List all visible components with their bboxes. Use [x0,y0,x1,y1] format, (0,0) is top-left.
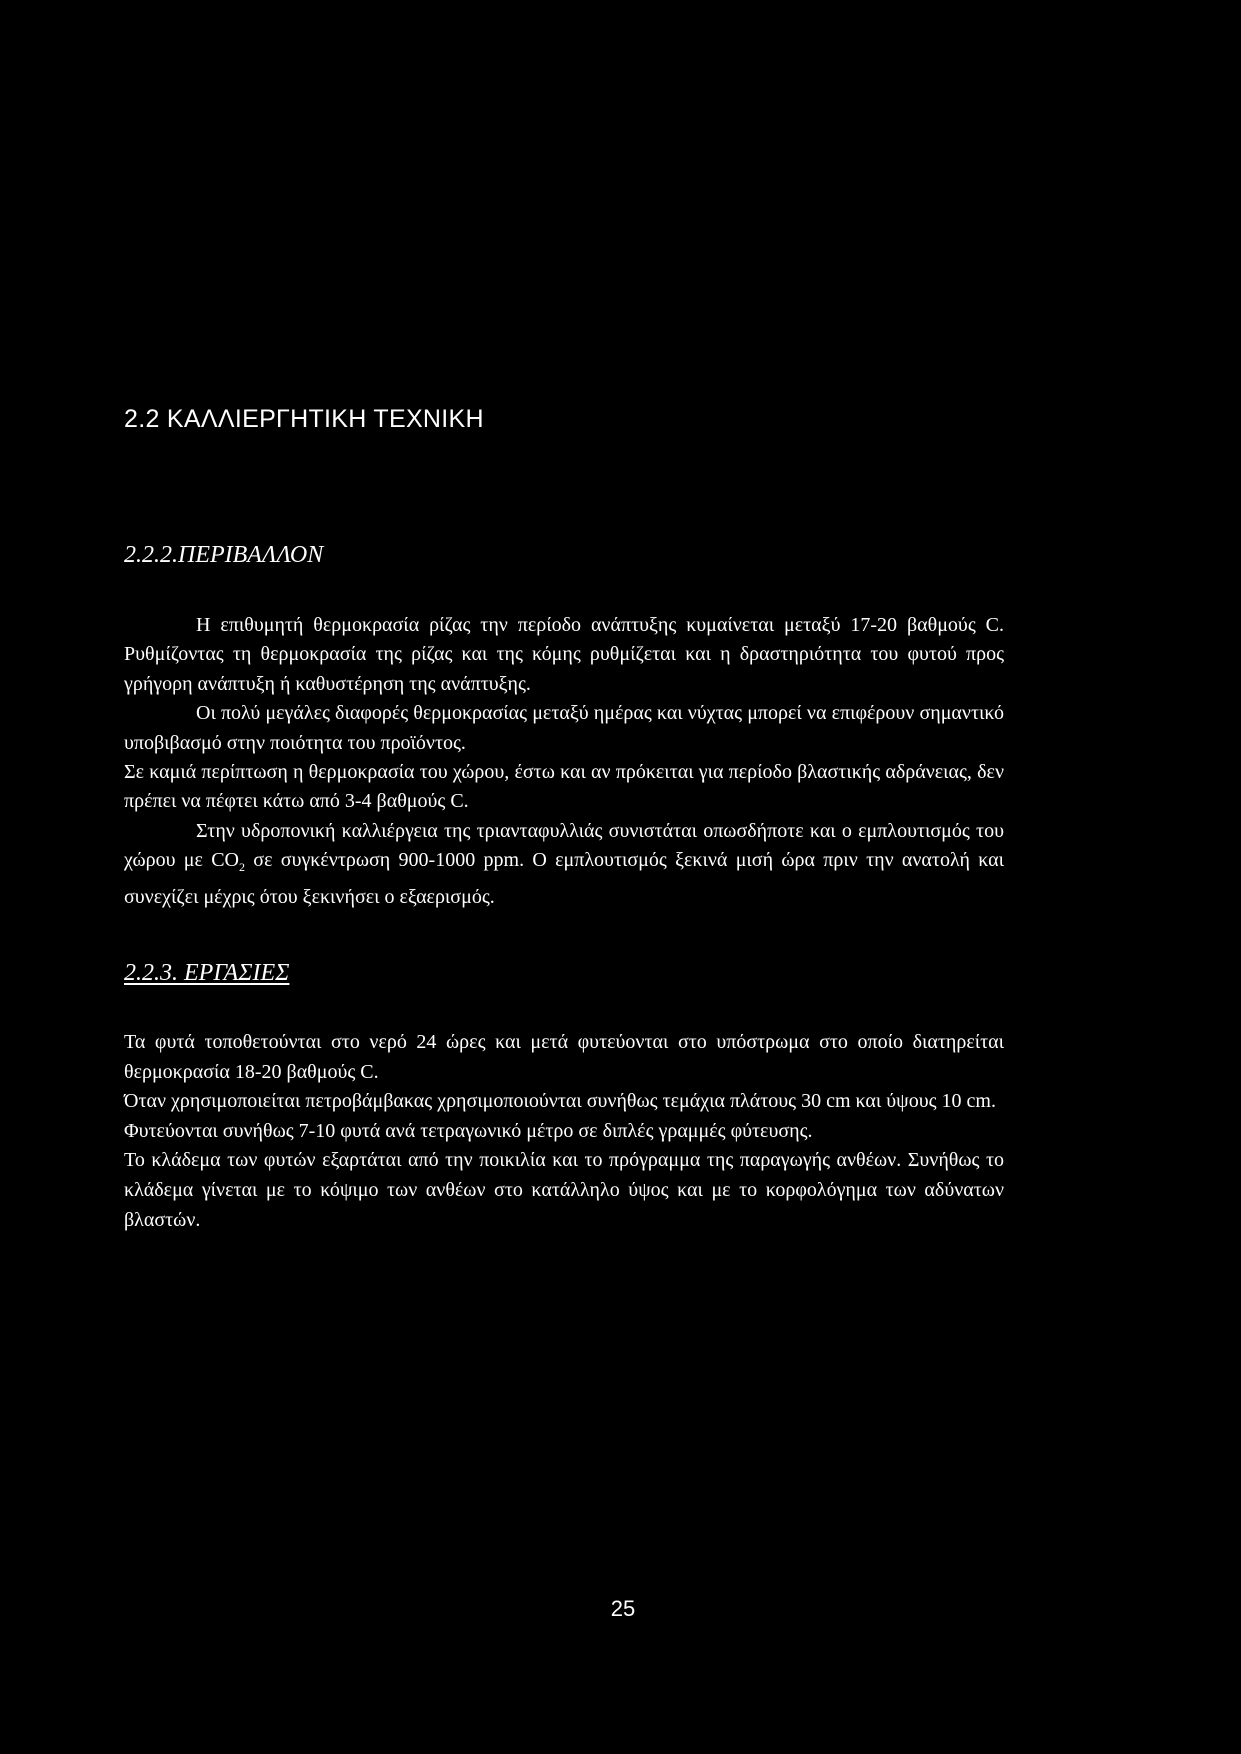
works-paragraph-3: Φυτεύονται συνήθως 7-10 φυτά ανά τετραγωνικό μέτρο σε διπλές γραμμές φύτευσης. [124,1119,813,1142]
works-paragraph-1: Τα φυτά τοποθετούνται στο νερό 24 ώρες και μετά φυτεύονται στο υπόστρωμα στο οποίο διατηρείται θερμοκρασία 18-20 βαθμούς C. [124,1031,1004,1083]
environment-paragraph-3: Σε καμιά περίπτωση η θερμοκρασία του χώρου, έστω και αν πρόκειται για περίοδο βλαστικής αδράνειας, δεν πρέπει να πέφτει κάτω από 3-4 βαθμούς C. [124,761,1004,813]
environment-paragraph-2: Οι πολύ μεγάλες διαφορές θερμοκρασίας μεταξύ ημέρας και νύχτας μπορεί να επιφέρουν σημαντικό υποβιβασμό στην ποιότητα του προϊόντος. [124,702,1004,754]
works-heading: 2.2.3. ΕΡΓΑΣΙΕΣ [124,960,290,986]
environment-paragraph-co2 [124,817,1004,912]
environment-text [124,611,1004,912]
co2-text-before: Στην υδροπονική καλλιέργεια της τριανταφυλλιάς συνιστάται οπωσδήποτε και ο εμπλουτισμός του χώρου με CO [124,819,1004,872]
co2-text-after: σε συγκέντρωση 900-1000 ppm. Ο εμπλουτισμός ξεκινά μισή ώρα πριν την ανατολή και συνεχίζει μέχρις ότου ξεκινήσει ο εξαερισμός. [124,849,1004,908]
works-text [124,1028,1004,1235]
environment-heading: 2.2.2.ΠΕΡΙΒΑΛΛΟΝ [124,542,324,568]
works-paragraph-4: Το κλάδεμα των φυτών εξαρτάται από την ποικιλία και το πρόγραμμα της παραγωγής ανθέων. Συνήθως το κλάδεμα γίνεται με το κόψιμο των ανθέων στο κατάλληλο ύψος και με το κορφολόγημα των αδύνατων βλαστών. [124,1149,1004,1231]
section-title: 2.2 ΚΑΛΛΙΕΡΓΗΤΙΚΗ ΤΕΧΝΙΚΗ [124,405,484,433]
co2-subscript: 2 [239,860,245,875]
page-number: 25 [610,1596,636,1621]
works-paragraph-2: Όταν χρησιμοποιείται πετροβάμβακας χρησιμοποιούνται συνήθως τεμάχια πλάτους 30 cm και ύψους 10 cm. [124,1090,996,1113]
environment-paragraph-1: Η επιθυμητή θερμοκρασία ρίζας την περίοδο ανάπτυξης κυμαίνεται μεταξύ 17-20 βαθμούς C. Ρυθμίζοντας τη θερμοκρασία της ρίζας και της κόμης ρυθμίζεται και η δραστηριότητα του φυτού προς γρήγορη ανάπτυξη ή καθυστέρηση της ανάπτυξης. [124,614,1004,695]
